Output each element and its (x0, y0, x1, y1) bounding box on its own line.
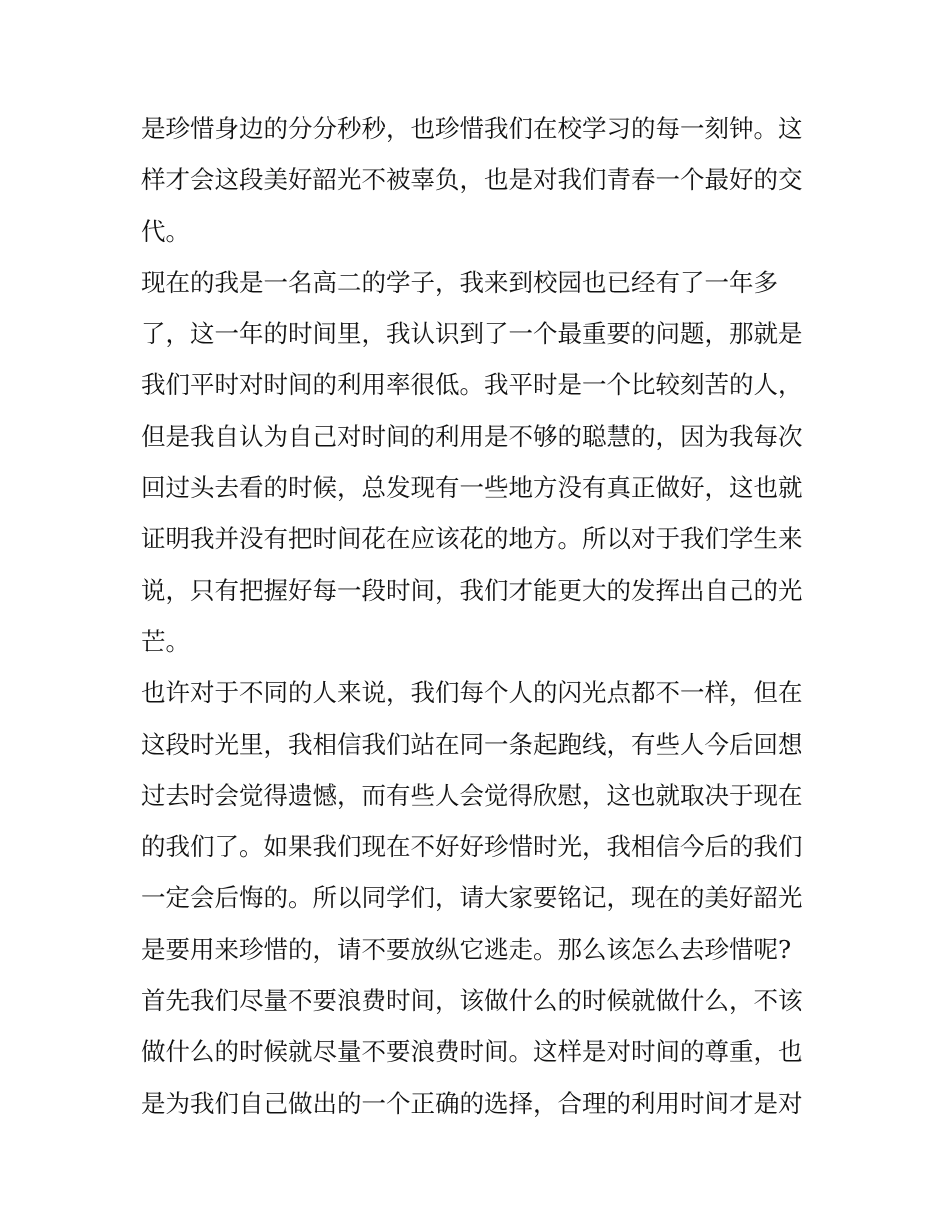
text-line: 这段时光里，我相信我们站在同一条起跑线，有些人今后回想 (141, 729, 803, 759)
text-line: 是要用来珍惜的，请不要放纵它逃走。那么该怎么去珍惜呢? (141, 934, 792, 964)
text-line: 但是我自认为自己对时间的利用是不够的聪慧的，因为我每次 (141, 421, 803, 451)
text-line: 做什么的时候就尽量不要浪费时间。这样是对时间的尊重，也 (141, 1037, 803, 1067)
body-text (141, 103, 813, 1129)
text-line: 是珍惜身边的分分秒秒，也珍惜我们在校学习的每一刻钟。这 (141, 114, 803, 143)
text-line: 首先我们尽量不要浪费时间，该做什么的时候就做什么，不该 (141, 986, 803, 1016)
text-line: 说，只有把握好每一段时间，我们才能更大的发挥出自己的光 (141, 575, 803, 605)
text-line: 也许对于不同的人来说，我们每个人的闪光点都不一样，但在 (141, 678, 803, 708)
text-line: 现在的我是一名高二的学子，我来到校园也已经有了一年多 (141, 267, 778, 297)
text-line: 过去时会觉得遗憾，而有些人会觉得欣慰，这也就取决于现在 (141, 780, 803, 810)
text-line: 证明我并没有把时间花在应该花的地方。所以对于我们学生来 (141, 524, 803, 554)
text-line: 回过头去看的时候，总发现有一些地方没有真正做好，这也就 (141, 473, 803, 503)
text-line: 代。 (141, 216, 190, 246)
text-line: 样才会这段美好韶光不被辜负，也是对我们青春一个最好的交 (141, 165, 803, 195)
text-line: 了，这一年的时间里，我认识到了一个最重要的问题，那就是 (141, 319, 803, 349)
text-line: 我们平时对时间的利用率很低。我平时是一个比较刻苦的人， (141, 370, 803, 400)
text-line: 一定会后悔的。所以同学们，请大家要铭记，现在的美好韶光 (141, 883, 803, 913)
text-line: 是为我们自己做出的一个正确的选择，合理的利用时间才是对 (141, 1088, 803, 1118)
text-line: 芒。 (141, 626, 190, 656)
text-line: 的我们了。如果我们现在不好好珍惜时光，我相信今后的我们 (141, 832, 803, 862)
